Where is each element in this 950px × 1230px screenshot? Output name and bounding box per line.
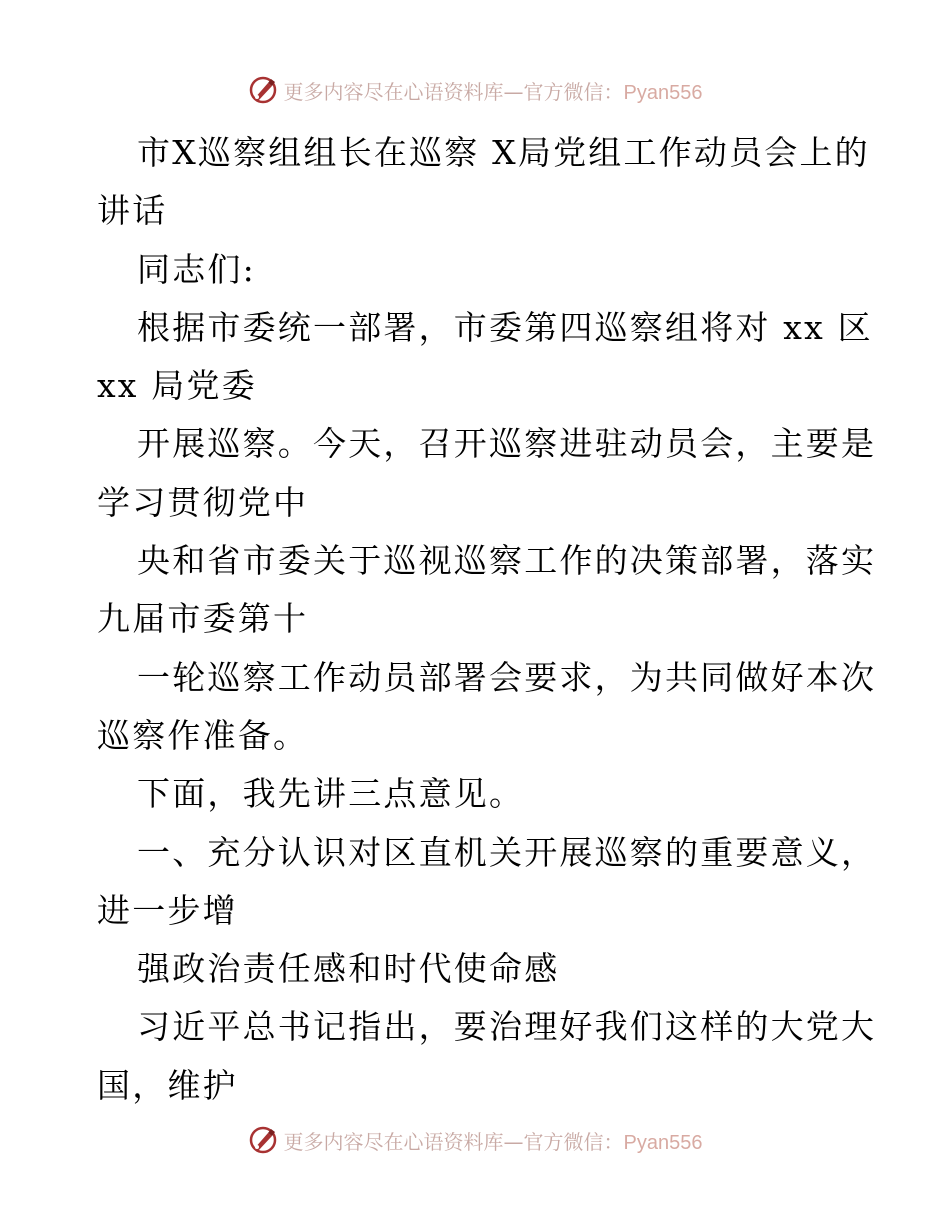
text-line: 根据市委统一部署，市委第四巡察组将对 xx 区 [137, 307, 873, 347]
document-body [97, 124, 877, 1115]
text-line: xx 局党委 [97, 366, 257, 406]
footer-watermark-banner [0, 1120, 950, 1160]
watermark-text: 更多内容尽在心语资料库—官方微信：Pyan556 [283, 79, 703, 104]
text-line: 开展巡察。今天，召开巡察进驻动员会，主要是 [137, 424, 877, 464]
pen-logo-icon [248, 75, 278, 105]
text-line: 下面，我先讲三点意见。 [137, 774, 525, 814]
text-line: 习近平总书记指出，要治理好我们这样的大党大 [137, 1007, 877, 1047]
text-line: 国，维护 [97, 1065, 238, 1105]
text-line: 巡察作准备。 [97, 715, 309, 755]
text-line: 学习贯彻党中 [97, 482, 309, 522]
text-line: 同志们: [137, 249, 256, 289]
text-line: 一轮巡察工作动员部署会要求，为共同做好本次 [137, 657, 877, 697]
text-line: 进一步增 [97, 890, 238, 930]
text-line: 一、充分认识对区直机关开展巡察的重要意义， [137, 832, 877, 872]
watermark-text: 更多内容尽在心语资料库—官方微信：Pyan556 [283, 1129, 703, 1154]
text-line: 讲话 [97, 191, 168, 231]
header-watermark-banner [0, 70, 950, 110]
text-line: 市X巡察组组长在巡察 X局党组工作动员会上的 [137, 133, 870, 172]
pen-logo-icon [248, 1125, 278, 1155]
text-line: 九届市委第十 [97, 599, 309, 639]
text-line: 强政治责任感和时代使命感 [137, 949, 560, 989]
text-line: 央和省市委关于巡视巡察工作的决策部署，落实 [137, 541, 877, 581]
